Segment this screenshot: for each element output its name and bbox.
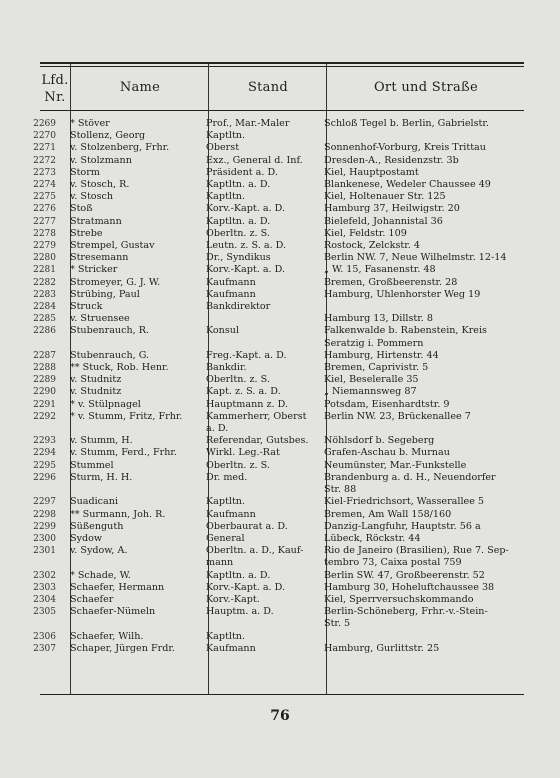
row-stand: Kaptltn.: [206, 130, 246, 142]
table-row: [0, 411, 560, 423]
row-number: 2280: [33, 253, 56, 264]
row-name: Stratmann: [70, 215, 122, 227]
row-ort: Kiel, Feldstr. 109: [324, 227, 407, 239]
row-stand: Konsul: [206, 325, 240, 337]
row-number: 2278: [33, 228, 56, 239]
row-ort: „ Niemannsweg 87: [324, 386, 417, 398]
row-name: Schaper, Jürgen Frdr.: [70, 642, 175, 654]
row-stand: Oberltn. z. S.: [206, 374, 270, 386]
row-stand: Freg.-Kapt. a. D.: [206, 349, 287, 361]
row-stand: [202, 313, 320, 325]
row-number: 2285: [33, 314, 56, 325]
header-lfd-nr: [40, 72, 70, 106]
row-name: * v. Stülpnagel: [70, 398, 141, 410]
table-row: [0, 435, 560, 447]
row-ort: Bremen, Am Wall 158/160: [324, 508, 452, 520]
row-ort: Danzig-Langfuhr, Hauptstr. 56 a: [324, 520, 481, 532]
row-number: 2306: [33, 631, 56, 642]
row-number: 2282: [33, 277, 56, 288]
row-number: 2281: [33, 265, 56, 276]
row-stand: Kaptltn.: [206, 630, 246, 642]
row-stand: Kaufmann: [206, 276, 256, 288]
row-number: 2301: [33, 546, 56, 557]
row-number: 2296: [33, 472, 56, 483]
table-row: [0, 496, 560, 508]
row-name: * Stöver: [70, 118, 110, 129]
row-name: v. Stosch: [70, 191, 114, 203]
row-ort: Kiel, Beseleralle 35: [324, 374, 419, 386]
table-row: [0, 350, 560, 362]
row-stand: Hauptm. a. D.: [206, 606, 274, 618]
row-ort: Rio de Janeiro (Brasilien), Rue 7. Sep-: [324, 545, 509, 557]
row-name: Schaefer, Wilh.: [70, 630, 144, 642]
row-number: 2287: [33, 350, 56, 361]
row-stand: Wirkl. Leg.-Rat: [206, 447, 280, 459]
row-number: 2303: [33, 582, 56, 593]
row-stand: Korv.-Kapt. a. D.: [206, 203, 286, 215]
register-table-body: [0, 118, 560, 655]
table-row: [0, 594, 560, 606]
row-stand: Kaufmann: [206, 508, 256, 520]
row-number: 2286: [33, 326, 56, 337]
table-row: [0, 557, 560, 569]
row-name: v. Sydow, A.: [70, 545, 128, 557]
row-ort: „ W. 15, Fasanenstr. 48: [324, 264, 436, 276]
table-row: [0, 606, 560, 618]
row-name: v. Stolzmann: [70, 154, 132, 166]
row-ort: Lübeck, Röckstr. 44: [324, 532, 421, 544]
row-ort: Sonnenhof-Vorburg, Kreis Trittau: [324, 142, 486, 154]
row-stand: [202, 338, 320, 350]
table-row: [0, 582, 560, 594]
row-number: 2291: [33, 399, 56, 410]
row-stand: Korv.-Kapt. a. D.: [206, 581, 286, 593]
row-stand: mann: [206, 557, 234, 569]
row-number: [0, 618, 64, 630]
header-lfd-line1: Lfd.: [41, 73, 69, 88]
top-rule: [40, 62, 524, 64]
table-row: [0, 313, 560, 325]
row-ort: Falkenwalde b. Rabenstein, Kreis: [324, 325, 487, 337]
table-row: [0, 643, 560, 655]
row-ort: Str. 5: [324, 618, 351, 630]
row-number: 2298: [33, 509, 56, 520]
table-row: [0, 533, 560, 545]
row-name: ** Surmann, Joh. R.: [70, 508, 166, 520]
top-rule-thin: [40, 66, 524, 67]
row-ort: Dresden-A., Residenzstr. 3b: [324, 154, 459, 166]
header-rule: [40, 110, 524, 111]
row-ort: Kiel, Holtenauer Str. 125: [324, 191, 446, 203]
row-stand: Dr. med.: [206, 471, 248, 483]
row-ort: Berlin SW. 47, Großbeerenstr. 52: [324, 569, 485, 581]
row-number: 2271: [33, 143, 56, 154]
row-name: v. Studnitz: [70, 386, 122, 398]
row-ort: Hamburg 13, Dillstr. 8: [324, 313, 433, 325]
row-name: v. Studnitz: [70, 374, 122, 386]
row-number: 2305: [33, 607, 56, 618]
page-number: 76: [270, 708, 290, 724]
row-ort: Hamburg, Hirtenstr. 44: [324, 349, 439, 361]
row-name: * v. Stumm, Fritz, Frhr.: [70, 410, 183, 422]
row-number: 2293: [33, 436, 56, 447]
row-stand: Kaufmann: [206, 288, 256, 300]
row-name: Storm: [70, 166, 100, 178]
row-ort: Bremen, Caprivistr. 5: [324, 362, 429, 374]
header-stand: Stand: [247, 80, 289, 95]
row-number: 2270: [33, 131, 56, 142]
table-row: [0, 240, 560, 252]
table-row: [0, 447, 560, 459]
row-ort: Neumünster, Mar.-Funkstelle: [324, 459, 467, 471]
row-number: 2299: [33, 521, 56, 532]
row-name: Suadicani: [70, 496, 119, 508]
row-ort: Brandenburg a. d. H., Neuendorfer: [324, 471, 496, 483]
row-ort: Rostock, Zelckstr. 4: [324, 240, 420, 252]
row-ort: Hamburg, Uhlenhorster Weg 19: [324, 288, 481, 300]
row-name: Stoß: [70, 203, 93, 215]
table-row: [0, 472, 560, 484]
row-name: [64, 484, 202, 496]
row-stand: Korv.-Kapt.: [206, 593, 260, 605]
row-number: 2274: [33, 180, 56, 191]
row-number: 2304: [33, 594, 56, 605]
row-name: Schaefer-Nümeln: [70, 606, 156, 618]
header-lfd-line2: Nr.: [44, 90, 66, 105]
row-stand: a. D.: [206, 423, 229, 435]
row-name: Sturm, H. H.: [70, 471, 133, 483]
row-number: 2279: [33, 241, 56, 252]
row-ort: [320, 130, 520, 142]
row-number: 2272: [33, 155, 56, 166]
row-ort: [320, 631, 520, 643]
table-row: [0, 399, 560, 411]
row-stand: General: [206, 532, 245, 544]
table-row: [0, 521, 560, 533]
table-row: [0, 545, 560, 557]
row-ort: Schloß Tegel b. Berlin, Gabrielstr.: [324, 118, 489, 129]
row-number: 2276: [33, 204, 56, 215]
row-name: [64, 338, 202, 350]
table-row: [0, 252, 560, 264]
row-name: Schaefer: [70, 593, 114, 605]
table-row: [0, 130, 560, 142]
table-row: [0, 264, 560, 276]
row-stand: Kapt. z. S. a. D.: [206, 386, 281, 398]
row-stand: Präsident a. D.: [206, 166, 278, 178]
row-stand: Oberst: [206, 142, 240, 154]
table-row: [0, 423, 560, 435]
bottom-rule: [40, 694, 524, 695]
row-name: [64, 423, 202, 435]
row-ort: Potsdam, Eisenhardtstr. 9: [324, 398, 450, 410]
row-stand: Kaptltn.: [206, 191, 246, 203]
row-name: Struck: [70, 301, 103, 313]
row-ort: Kiel-Friedrichsort, Wasserallee 5: [324, 496, 485, 508]
header-name: Name: [119, 80, 161, 95]
row-number: [0, 338, 64, 350]
row-stand: Kaptltn.: [206, 496, 246, 508]
row-number: 2269: [33, 119, 56, 129]
table-row: [0, 216, 560, 228]
row-ort: [320, 423, 520, 435]
table-row: [0, 374, 560, 386]
row-stand: Kaufmann: [206, 642, 256, 654]
row-stand: Bankdirektor: [206, 301, 271, 313]
row-stand: Bankdir.: [206, 362, 247, 374]
table-row: [0, 362, 560, 374]
row-ort: Seratzig i. Pommern: [324, 337, 424, 349]
table-row: [0, 570, 560, 582]
row-ort: Berlin-Schöneberg, Frhr.-v.-Stein-: [324, 606, 488, 618]
row-stand: Kammerherr, Oberst: [206, 410, 307, 422]
row-number: 2294: [33, 448, 56, 459]
row-number: 2295: [33, 460, 56, 471]
row-ort: Nöhlsdorf b. Segeberg: [324, 435, 435, 447]
row-stand: [202, 484, 320, 496]
row-ort: Berlin NW. 23, Brückenallee 7: [324, 410, 471, 422]
row-name: [64, 557, 202, 569]
row-stand: Leutn. z. S. a. D.: [206, 240, 287, 252]
row-number: 2277: [33, 216, 56, 227]
row-number: 2297: [33, 497, 56, 508]
row-number: 2275: [33, 192, 56, 203]
row-stand: Exz., General d. Inf.: [206, 154, 303, 166]
row-name: Sydow: [70, 532, 103, 544]
row-ort: Kiel, Hauptpostamt: [324, 166, 419, 178]
row-stand: Hauptmann z. D.: [206, 398, 289, 410]
row-name: Stummel: [70, 459, 114, 471]
row-number: 2302: [33, 570, 56, 581]
row-ort: Hamburg 30, Hoheluftchaussee 38: [324, 581, 495, 593]
row-ort: Str. 88: [324, 484, 357, 496]
row-number: 2292: [33, 411, 56, 422]
row-name: Strebe: [70, 227, 103, 239]
row-name: [64, 618, 202, 630]
row-ort: Kiel, Sperrversuchskommando: [324, 593, 474, 605]
table-row: [0, 386, 560, 398]
row-number: [0, 484, 64, 496]
row-name: Stresemann: [70, 252, 129, 264]
row-name: Strübing, Paul: [70, 288, 140, 300]
row-name: v. Stumm, H.: [70, 435, 133, 447]
row-ort: Hamburg 37, Heilwigstr. 20: [324, 203, 460, 215]
row-number: [0, 557, 64, 569]
row-number: [0, 423, 64, 435]
table-row: [0, 155, 560, 167]
row-ort: Hamburg, Gurlittstr. 25: [324, 642, 440, 654]
row-number: 2288: [33, 363, 56, 374]
row-ort: Grafen-Aschau b. Murnau: [324, 447, 450, 459]
row-stand: Oberltn. z. S.: [206, 459, 270, 471]
row-name: Süßenguth: [70, 520, 124, 532]
row-name: ** Stuck, Rob. Henr.: [70, 362, 169, 374]
row-number: 2300: [33, 533, 56, 544]
table-row: [0, 277, 560, 289]
row-name: * Schade, W.: [70, 569, 131, 581]
row-stand: Oberltn. a. D., Kauf-: [206, 545, 304, 557]
row-name: Schaefer, Hermann: [70, 581, 165, 593]
row-stand: Prof., Mar.-Maler: [206, 118, 290, 129]
table-row: [0, 631, 560, 643]
table-row: [0, 203, 560, 215]
row-name: Stubenrauch, G.: [70, 349, 150, 361]
table-row: [0, 228, 560, 240]
row-name: Stubenrauch, R.: [70, 325, 150, 337]
table-row: [0, 618, 560, 630]
table-row: [0, 142, 560, 154]
table-row: [0, 460, 560, 472]
row-number: 2284: [33, 302, 56, 313]
row-name: v. Stosch, R.: [70, 179, 130, 191]
table-row: [0, 289, 560, 301]
row-number: 2273: [33, 167, 56, 178]
table-row: [0, 325, 560, 337]
table-row: [0, 338, 560, 350]
row-name: Strempel, Gustav: [70, 240, 155, 252]
table-row: [0, 484, 560, 496]
row-name: * Stricker: [70, 264, 118, 276]
table-row: [0, 301, 560, 313]
row-stand: Kaptltn. a. D.: [206, 215, 271, 227]
row-stand: Referendar, Gutsbes.: [206, 435, 309, 447]
row-name: v. Stolzenberg, Frhr.: [70, 142, 170, 154]
row-ort: Bremen, Großbeerenstr. 28: [324, 276, 458, 288]
table-row: [0, 179, 560, 191]
row-stand: Kaptltn. a. D.: [206, 179, 271, 191]
row-name: Stromeyer, G. J. W.: [70, 276, 161, 288]
table-row: [0, 167, 560, 179]
row-number: 2307: [33, 643, 56, 654]
header-ort-strasse: Ort und Straße: [373, 80, 479, 95]
row-stand: Korv.-Kapt. a. D.: [206, 264, 286, 276]
row-stand: [202, 618, 320, 630]
row-stand: Oberbaurat a. D.: [206, 520, 288, 532]
row-name: v. Stumm, Ferd., Frhr.: [70, 447, 177, 459]
row-number: 2290: [33, 387, 56, 398]
table-row: [0, 118, 560, 130]
row-ort: Blankenese, Wedeler Chaussee 49: [324, 179, 491, 191]
row-ort: Berlin NW. 7, Neue Wilhelmstr. 12-14: [324, 252, 507, 264]
row-stand: Kaptltn. a. D.: [206, 569, 271, 581]
row-ort: Bielefeld, Johannistal 36: [324, 215, 443, 227]
row-number: 2289: [33, 375, 56, 386]
row-ort: tembro 73, Caixa postal 759: [324, 557, 462, 569]
row-name: v. Struensee: [70, 313, 130, 325]
row-number: 2283: [33, 289, 56, 300]
table-row: [0, 191, 560, 203]
row-ort: [320, 301, 520, 313]
row-name: Stollenz, Georg: [70, 130, 146, 142]
row-stand: Oberltn. z. S.: [206, 227, 270, 239]
table-row: [0, 509, 560, 521]
row-stand: Dr., Syndikus: [206, 252, 271, 264]
